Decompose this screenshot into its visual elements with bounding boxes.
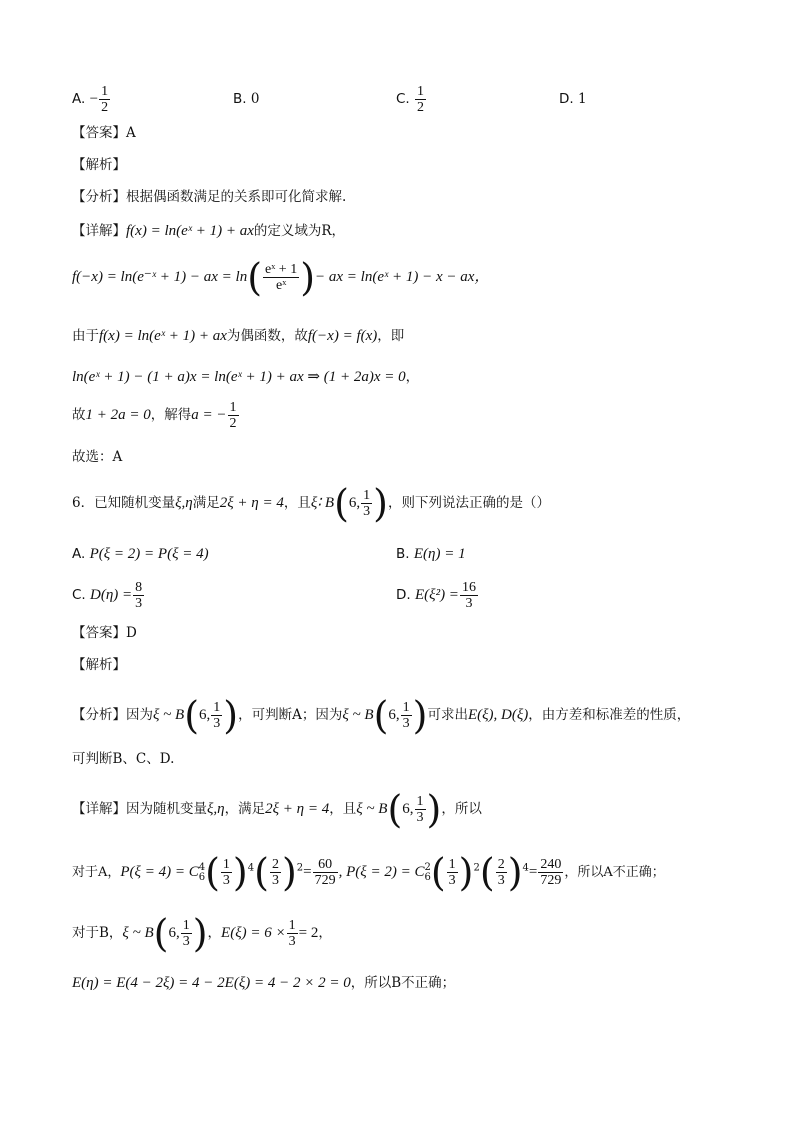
subscript: 6: [424, 871, 431, 883]
formula: f(x) = ln(eˣ + 1) + ax: [126, 223, 254, 239]
text: ，且: [283, 495, 311, 511]
numerator: 1: [213, 700, 221, 715]
formula: D(η) =: [90, 587, 133, 603]
formula: ξ ~ B: [153, 707, 185, 723]
denominator: 729: [540, 873, 562, 888]
option-label: B.: [233, 91, 247, 107]
text: 对于B，: [72, 925, 123, 941]
formula: ξ,η: [175, 495, 193, 511]
tag: 【详解】: [72, 801, 126, 817]
formula: =: [303, 864, 312, 880]
option-label: C.: [396, 91, 410, 107]
formula: − ax = ln(eˣ + 1) − x − ax，: [315, 269, 490, 285]
fraction: [538, 857, 563, 888]
paren-left: (: [247, 255, 263, 300]
text: 对于A，: [72, 865, 121, 880]
formula: 6,: [388, 707, 400, 723]
formula: P(ξ = 2) = P(ξ = 4): [89, 546, 209, 562]
text: 为偶函数，故: [226, 328, 308, 344]
formula: 6,: [168, 925, 180, 941]
text: ，所以: [441, 801, 482, 817]
numerator: 1: [101, 84, 109, 99]
text: ，: [318, 925, 332, 941]
formula: E(η) = E(4 − 2ξ) = 4 − 2E(ξ) = 4 − 2 × 2 = 0: [72, 975, 351, 991]
detail-tag: 【详解】: [72, 223, 126, 239]
denominator: 2: [101, 100, 109, 115]
q6-last-line: [72, 974, 455, 992]
formula: a = −: [191, 407, 227, 423]
exponent: 4: [247, 862, 255, 874]
numerator: 60: [318, 857, 333, 872]
formula: P(ξ = 4) = C: [120, 864, 199, 880]
q6-option-a: [72, 546, 209, 563]
formula: E(η) = 1: [413, 546, 466, 562]
q5-choose: 故选：A: [72, 449, 123, 465]
text: ，可判断A；因为: [238, 707, 343, 723]
option-c: [396, 84, 427, 115]
text: 满足: [192, 495, 220, 511]
numerator: 16: [461, 580, 476, 595]
q6-option-b: [396, 546, 466, 563]
q6-stem: 6．已知随机变量ξ,η满足2ξ + η = 4，且ξ∶ B(6, $\frac{1}{3}$ )，则下列说法正确的是（）: [72, 481, 550, 526]
option-a: [72, 84, 111, 115]
text: 6．已知随机变量: [72, 495, 176, 511]
fraction: [287, 918, 298, 949]
text: 由于: [72, 328, 99, 344]
fraction: [99, 84, 110, 115]
formula: 2ξ + η = 4: [219, 495, 284, 511]
text: ，所以A不正确；: [564, 865, 665, 880]
fraction: [133, 580, 144, 611]
exponent: 2: [296, 862, 304, 874]
formula: f(x) = ln(eˣ + 1) + ax: [99, 328, 227, 344]
exponent: 2: [473, 862, 480, 874]
option-label: D.: [559, 91, 574, 107]
formula: =: [528, 864, 538, 880]
text: ，则下列说法正确的是（）: [387, 495, 550, 511]
denominator: 3: [271, 873, 279, 888]
formula: ξ ~ B: [342, 707, 374, 723]
denominator: 729: [314, 873, 336, 888]
superscript: 2: [424, 861, 431, 873]
formula: 6,: [402, 801, 414, 817]
formula: 1 + 2a = 0: [85, 407, 151, 423]
sign: −: [89, 91, 99, 107]
numerator: 1: [288, 918, 296, 933]
denominator: 2: [417, 100, 425, 115]
formula: E(ξ²) =: [414, 587, 459, 603]
text: ，解得: [150, 407, 192, 423]
formula: E(ξ) = 6 ×: [221, 925, 286, 941]
q5-detail-line4: [72, 368, 419, 386]
text: 故: [72, 407, 86, 423]
fraction: [181, 918, 192, 949]
formula: ξ ~ B: [122, 925, 154, 941]
q6-detail: 【详解】因为随机变量ξ,η，满足2ξ + η = 4，且ξ ~ B(6, $\frac{1}{3}$ )，所以: [72, 787, 482, 832]
q5-jiexi: 【解析】: [72, 157, 126, 173]
formula: ξ,η: [207, 801, 225, 817]
fraction: [263, 262, 299, 293]
formula: E(ξ), D(ξ): [467, 707, 529, 723]
fraction: [211, 700, 222, 731]
denominator: 3: [416, 810, 424, 825]
numerator: 1: [448, 857, 456, 872]
subscript: 6: [198, 871, 206, 883]
fraction: [496, 857, 507, 888]
superscript: 4: [198, 861, 206, 873]
q5-detail-line1: [72, 222, 345, 240]
fraction: [313, 857, 338, 888]
text: ，满足: [224, 801, 266, 817]
formula: 6,: [199, 707, 211, 723]
denominator: 3: [288, 934, 296, 949]
q6-fenxi: 【分析】因为ξ ~ B(6, $\frac{1}{3}$ )，可判断A；因为ξ ~ B(6, $\frac{1}{3}$ )可求出E(ξ), D(ξ)，由方差和标准差的性质，: [72, 693, 691, 738]
denominator: eˣ: [263, 277, 299, 293]
q6-fenxi-line2: 可判断B、C、D.: [72, 751, 175, 767]
q6-option-c: [72, 580, 145, 611]
formula: ln(eˣ + 1) − (1 + a)x = ln(eˣ + 1) + ax ⇒ (1 + 2a)x = 0: [72, 369, 406, 385]
formula: f(−x) = f(x): [307, 328, 378, 344]
formula: 6,: [348, 495, 361, 511]
fraction: [415, 84, 426, 115]
text: ，: [207, 925, 222, 941]
text: 的定义域为R，: [253, 223, 346, 239]
tag: 【分析】: [72, 707, 126, 723]
exponent: 4: [522, 862, 529, 874]
denominator: 3: [448, 873, 456, 888]
text: ，即: [377, 328, 405, 344]
fraction: [460, 580, 478, 611]
formula: ξ ~ B: [356, 801, 388, 817]
denominator: 3: [402, 716, 410, 731]
denominator: 3: [497, 873, 505, 888]
text: ，由方差和标准差的性质，: [528, 707, 691, 723]
fraction: [415, 794, 426, 825]
option-value: 0: [250, 91, 260, 107]
fraction: [228, 400, 239, 431]
option-label: A.: [72, 546, 86, 562]
fraction: [270, 857, 281, 888]
q5-fenxi: 【分析】根据偶函数满足的关系即可化简求解.: [72, 189, 347, 205]
text: ，所以B不正确；: [350, 975, 456, 991]
text: 可求出: [427, 707, 468, 723]
q5-detail-line5: [72, 400, 240, 431]
numerator: 1: [416, 794, 424, 809]
q6-for-a: 对于A，P(ξ = 4) = C 4 6 ( $\frac{1}{3}$ )$^4$( $\frac{2}{3}$ )$^2$= $\frac{60}{729}$ , P(ξ = 2) = C 2 6 ( $\frac{1}{3}$ )$^2$( $\frac{2}{3}$ )$^4$= $\frac{240}{729}$ ，所以A不正确；: [72, 850, 665, 895]
numerator: eˣ + 1: [265, 262, 298, 277]
text: 因为随机变量: [126, 801, 207, 817]
fraction: [401, 700, 412, 731]
numerator: 1: [417, 84, 425, 99]
option-label: B.: [396, 546, 410, 562]
option-label: A.: [72, 91, 86, 107]
numerator: 2: [271, 857, 279, 872]
denominator: 3: [363, 504, 371, 519]
paren-right: ): [300, 255, 316, 300]
formula: 2ξ + η = 4: [265, 801, 330, 817]
formula: f(−x) = ln(e⁻ˣ + 1) − ax = ln: [72, 269, 248, 285]
fraction: [361, 488, 372, 519]
denominator: 2: [229, 416, 237, 431]
q5-detail-line3: [72, 327, 404, 345]
denominator: 3: [460, 595, 478, 611]
numerator: 240: [540, 857, 562, 872]
option-d: [559, 91, 587, 107]
q6-for-b: 对于B，ξ ~ B(6, $\frac{1}{3}$ )，E(ξ) = 6 × $\frac{1}{3}$ = 2，: [72, 911, 332, 956]
text: ，: [405, 369, 420, 385]
q6-jiexi: 【解析】: [72, 657, 126, 673]
q5-answer: 【答案】A: [72, 125, 136, 141]
q6-answer: 【答案】D: [72, 625, 137, 641]
fraction: [221, 857, 232, 888]
fraction: [447, 857, 458, 888]
denominator: 3: [135, 596, 143, 611]
numerator: 2: [497, 857, 505, 872]
numerator: 1: [182, 918, 190, 933]
denominator: 3: [182, 934, 190, 949]
q5-detail-line2: [72, 255, 490, 300]
denominator: 3: [213, 716, 221, 731]
numerator: 1: [229, 400, 237, 415]
numerator: 1: [222, 857, 230, 872]
option-b: [233, 91, 259, 107]
formula: = 2: [298, 925, 319, 941]
formula: , P(ξ = 2) = C: [338, 864, 425, 880]
numerator: 1: [402, 700, 410, 715]
text: ，且: [329, 801, 357, 817]
option-label: C.: [72, 587, 86, 603]
q6-option-d: [396, 580, 479, 611]
denominator: 3: [222, 873, 230, 888]
numerator: 1: [363, 488, 371, 503]
text: 因为: [126, 707, 153, 723]
formula: ξ∶ B: [310, 495, 335, 511]
option-value: 1: [577, 91, 587, 107]
option-label: D.: [396, 587, 411, 603]
numerator: 8: [135, 580, 143, 595]
